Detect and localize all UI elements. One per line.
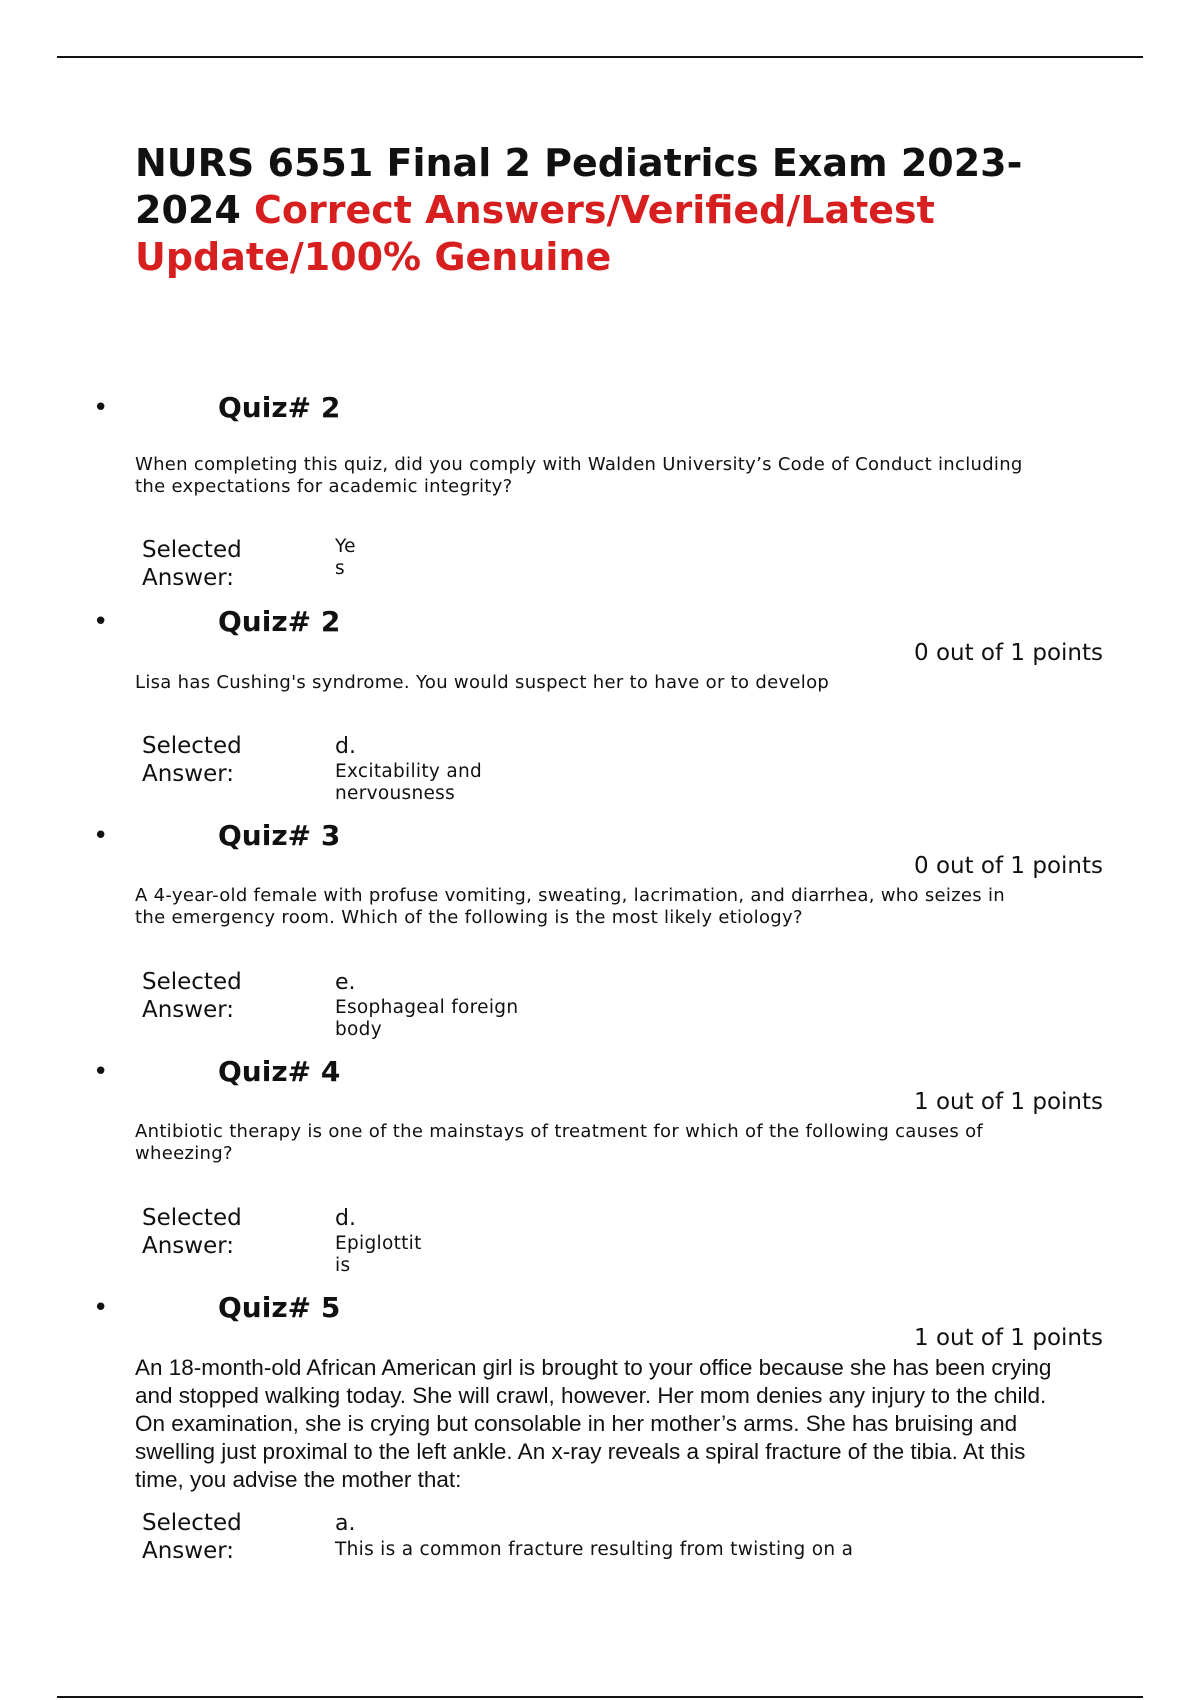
selected-answer: Ye s — [335, 536, 356, 579]
selected-answer-letter: d. — [335, 734, 356, 759]
selected-answer: Esophageal foreign body — [335, 997, 519, 1040]
top-rule — [57, 56, 1143, 58]
selected-answer-letter: e. — [335, 970, 356, 995]
document-title — [135, 140, 1035, 281]
selected-answer-label: Selected Answer: — [142, 733, 242, 787]
selected-answer: This is a common fracture resulting from twisting on a — [335, 1539, 854, 1560]
question-title: Quiz# 5 — [218, 1291, 341, 1324]
question-title: Quiz# 2 — [218, 391, 341, 424]
question-text: A 4-year-old female with profuse vomiting, sweating, lacrimation, and diarrhea, who seizes in the emergency room. Which of the following is the most likely etiology? — [135, 885, 1006, 928]
selected-answer-label: Selected Answer: — [142, 1205, 242, 1259]
title-main: NURS 6551 Final 2 Pediatrics Exam 2023-2024 — [135, 141, 1023, 232]
selected-answer-label: Selected Answer: — [142, 1510, 242, 1564]
selected-answer-letter: a. — [335, 1511, 356, 1536]
question-text: Lisa has Cushing's syndrome. You would suspect her to have or to develop — [135, 672, 830, 693]
bullet: • — [93, 393, 109, 423]
question-title: Quiz# 2 — [218, 605, 341, 638]
bullet: • — [93, 607, 109, 637]
question-title: Quiz# 3 — [218, 819, 341, 852]
question-text: An 18-month-old African American girl is brought to your office because she has been crying and stopped walking today. She will crawl, however. Her mom denies any injury to the child. On examination, she is crying but consolable in her mother’s arms. She has bruising and swelling just proximal to the left ankle. An x-ray reveals a spiral fracture of the tibia. At this time, you advise the mother that: — [135, 1355, 1052, 1492]
bullet: • — [93, 821, 109, 851]
question-text: Antibiotic therapy is one of the mainstays of treatment for which of the following causes of wheezing? — [135, 1121, 984, 1164]
points-score: 0 out of 1 points — [914, 853, 1103, 879]
title-highlight: Correct Answers/Verified/Latest Update/100% Genuine — [135, 188, 935, 279]
selected-answer: Excitability and nervousness — [335, 761, 483, 804]
points-score: 1 out of 1 points — [914, 1089, 1103, 1115]
bullet: • — [93, 1057, 109, 1087]
selected-answer: Epiglottit is — [335, 1233, 422, 1276]
selected-answer-letter: d. — [335, 1206, 356, 1231]
bullet: • — [93, 1293, 109, 1323]
points-score: 0 out of 1 points — [914, 640, 1103, 666]
selected-answer-label: Selected Answer: — [142, 537, 242, 591]
bottom-rule — [57, 1696, 1143, 1698]
question-title: Quiz# 4 — [218, 1055, 341, 1088]
selected-answer-label: Selected Answer: — [142, 969, 242, 1023]
question-text: When completing this quiz, did you comply with Walden University’s Code of Conduct including the expectations for academic integrity? — [135, 454, 1023, 497]
points-score: 1 out of 1 points — [914, 1325, 1103, 1351]
